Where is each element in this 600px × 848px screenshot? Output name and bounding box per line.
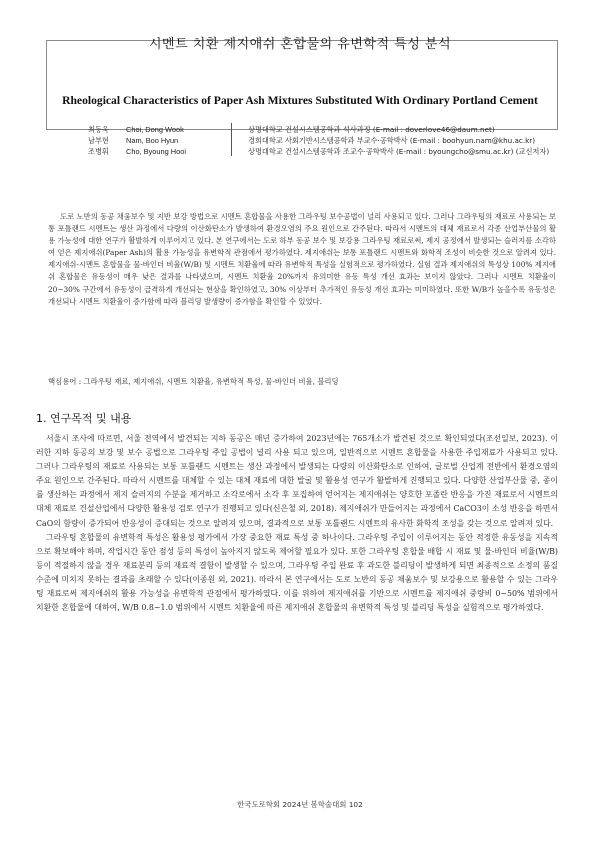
author-row: [88, 147, 548, 158]
section-body: [36, 432, 558, 615]
author-name-korean: 최동욱: [88, 125, 109, 134]
author-affiliation: 상명대학교 건설시스템공학과 조교수·공학박사 (E-mail : byoungcho@smu.ac.kr) (교신저자): [248, 147, 550, 156]
korean-title: 시멘트 치환 제지애쉬 혼합물의 유변학적 특성 분석: [148, 37, 451, 52]
keywords: 핵심용어 : 그라우팅 재료, 제지애쉬, 시멘트 치환율, 유변학적 특성, 물-바인더 비율, 블리딩: [48, 377, 339, 386]
abstract: [48, 211, 556, 308]
author-row: [88, 125, 548, 136]
author-row: [88, 136, 548, 147]
body-paragraph: 서울시 조사에 따르면, 서울 전역에서 발견되는 지하 동공은 매년 증가하여 2023년에는 765개소가 발견된 것으로 확인되었다(조선일보, 2023). 이러한 지하 동공의 보강 및 보수 공법으로 그라우팅 주입 공법이 널리 사용 되고 있으며, 일반적으로 시멘트 혼합물을 사용한 주입재료가 사용되고 있다. 그러나 그라우팅의 재료로 사용되는 보통 포틀랜드 시멘트는 생산 과정에서 발생되는 다량의 이산화탄소로 인하여, 글로벌 산업계 전반에서 환경오염의 주요 원인으로 간주된다. 따라서 시멘트를 대체할 수 있는 대체 재료에 대한 발굴 및 활용성 연구가 활발하게 진행되고 있다. 다양한 산업부산물 중, 종이를 생산하는 과정에서 제지 슬러지의 수분을 제거하고 소각로에서 소각 후 포집하여 얻어지는 제지애쉬는 양호한 포졸란 반응을 가진 재료로서 시멘트의 대체 재료로 건설산업에서 다양한 활용성 검토 연구가 진행되고 있다(신은철 외, 2018). 제지애쉬가 만들어지는 과정에서 CaCO3이 소성 반응을 하면서 CaO의 함량이 증가되어 반응성이 증대되는 것으로 알려져 있으며, 결과적으로 보통 포틀랜드 시멘트의 유사한 화학적 조성을 갖는 것으로 알려져 있다.: [36, 434, 558, 528]
author-affiliation: 상명대학교 건설시스템공학과 석사과정 (E-mail : doverlove46@daum.net): [248, 125, 495, 134]
author-divider: [231, 123, 232, 134]
author-affiliation: 경희대학교 사회기반시스템공학과 부교수·공학박사 (E-mail : boohyun.nam@khu.ac.kr): [248, 136, 536, 145]
author-name-english: Choi, Dong Wook: [126, 125, 184, 134]
body-paragraph: 그라우팅 혼합물의 유변학적 특성은 활용성 평가에서 가장 중요한 재료 특성 중 하나이다. 그라우팅 주입이 이루어지는 동안 적정한 유동성을 지속적으로 확보해야 하며, 작업시간 동안 점성 등의 특성이 높아지지 않도록 제어할 필요가 있다. 또한 그라우팅 혼합물 배합 시 재료 및 물-바인더 비율(W/B) 등이 적절하지 않을 경우 재료분리 등의 재료적 결함이 발생할 수 있으며, 그라우팅 주입 완료 후 과도한 블리딩이 발생하게 되면 최종적으로 소정의 품질 수준에 미치지 못하는 결과를 초래할 수 있다(이종원 외, 2021). 따라서 본 연구에서는 도로 노반의 동공 채움보수 및 보강용으로 활용할 수 있는 그라우팅 재료로써 제지애쉬의 활용 가능성을 유변학적 관점에서 평가하였다. 이를 위하여 제지애쉬를 기반으로 시멘트를 제지애쉬 중량비 0~50% 범위에서 치환한 혼합물에 대하여, W/B 0.8~1.0 범위에서 시멘트 치환율에 따른 제지애쉬 혼합물의 유변학적 특성 및 블리딩 특성을 실험적으로 평가하였다.: [36, 532, 558, 613]
section-heading: 1. 연구목적 및 내용: [36, 412, 132, 425]
english-title: Rheological Characteristics of Paper Ash Mixtures Substituted With Ordinary Portland Cement: [62, 94, 538, 107]
author-divider: [231, 134, 232, 145]
author-name-english: Nam, Boo Hyun: [126, 136, 179, 145]
author-name-korean: 남부현: [88, 136, 109, 145]
author-name-english: Cho, Byoung Hooi: [126, 147, 186, 156]
page-footer: 한국도로학회 2024년 봄학술대회 102: [237, 800, 363, 809]
author-name-korean: 조병휘: [88, 147, 109, 156]
abstract-text: 도로 노반의 동공 채움보수 및 지반 보강 방법으로 시멘트 혼합물을 사용한 그라우팅 보수공법이 널리 사용되고 있다. 그러나 그라우팅의 재료로 사용되는 보통 포틀랜드 시멘트는 생산 과정에서 다량의 이산화탄소가 발생하여 환경오염의 주요 원인으로 간주된다. 따라서 시멘트의 대체 재료로서 각종 산업부산물의 활용 가능성에 대한 연구가 활발하게 이루어지고 있다. 본 연구에서는 도로 하부 동공 보수 및 보강용 그라우팅 재료로써, 제지 공정에서 발생되는 슬러지를 소각하여 얻은 제지애쉬(Paper Ash)의 활용 가능성을 유변학적 관점에서 평가하였다. 제지애쉬는 보통 포틀랜드 시멘트와 화학적 조성이 비슷한 것으로 알려져 있다. 제지애쉬-시멘트 혼합물을 물-바인더 비율(W/B) 및 시멘트 치환율에 따라 유변학적 특성을 실험적으로 평가하였다. 실험 결과 제지애쉬의 특성상 100% 제지애쉬 혼합물은 유동성이 매우 낮은 결과를 나타냈으며, 시멘트 치환율 20%까지 유의미한 유동 특성 개선 효과는 보이지 않았다. 그러나 시멘트 치환율이 20~30% 구간에서 유동성이 급격하게 개선되는 현상을 확인하였고, 30% 이상부터 추가적인 유동성 개선 효과는 미미하였다. 또한 W/B가 높을수록 유동성은 개선되나 시멘트 치환율이 증가함에 따라 블리딩 발생량이 증가함을 확인할 수 있었다.: [48, 212, 556, 306]
author-list: [88, 125, 548, 158]
author-divider: [231, 145, 232, 156]
title-box: [46, 40, 558, 130]
